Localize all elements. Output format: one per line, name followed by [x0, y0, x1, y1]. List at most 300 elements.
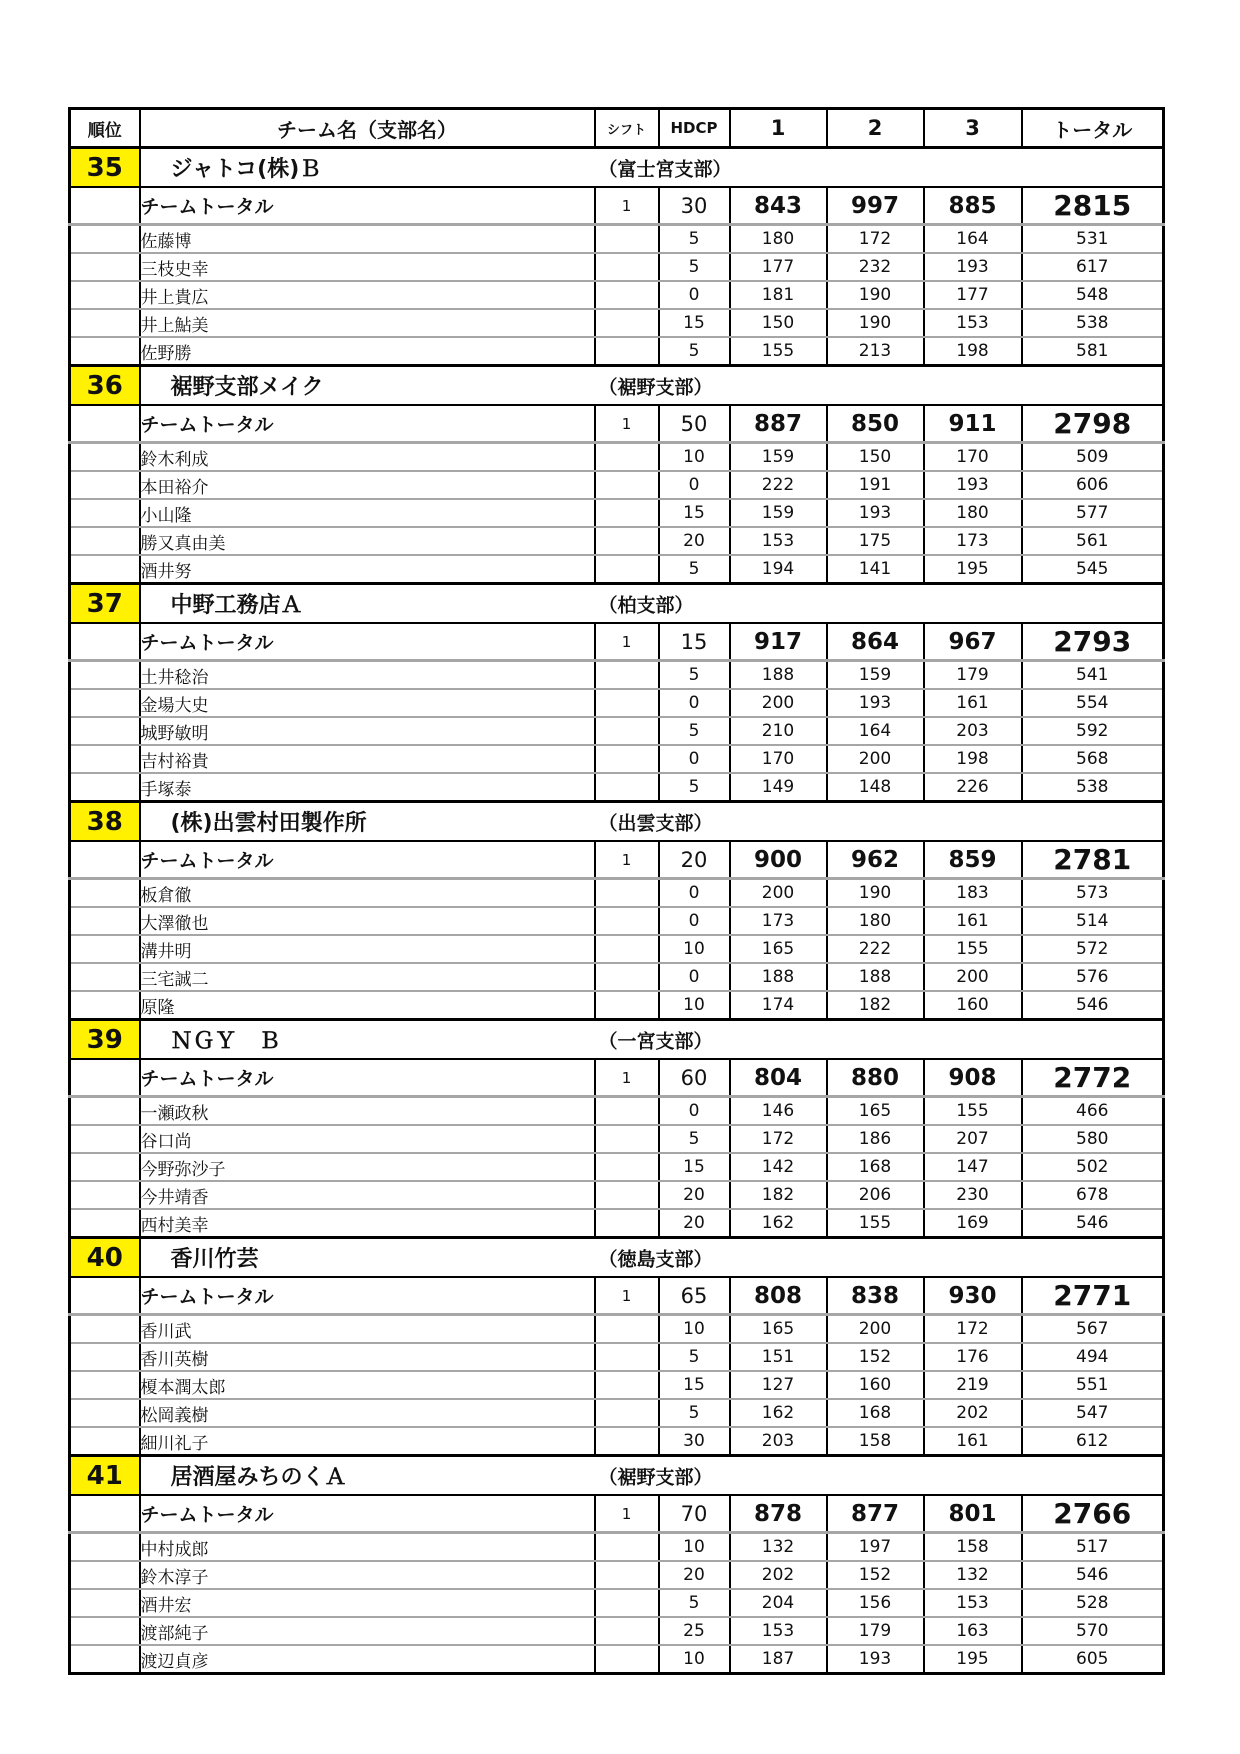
player-game3-score: 153: [924, 1589, 1022, 1617]
player-name: 小山隆: [140, 499, 595, 527]
player-game2-score: 222: [827, 935, 924, 963]
rank-spacer-cell: [70, 963, 140, 991]
player-row: [70, 879, 1164, 908]
rank-spacer-cell: [70, 225, 140, 254]
player-name: 香川武: [140, 1315, 595, 1344]
player-hdcp-value: 10: [659, 935, 730, 963]
player-row: [70, 661, 1164, 690]
player-game3-score: 153: [924, 309, 1022, 337]
player-total-score: 606: [1022, 471, 1164, 499]
team-hdcp-value: 60: [659, 1059, 730, 1097]
player-row: [70, 1589, 1164, 1617]
player-total-score: 572: [1022, 935, 1164, 963]
player-row: [70, 443, 1164, 472]
rank-spacer-cell: [70, 1533, 140, 1562]
player-game3-score: 193: [924, 253, 1022, 281]
rank-spacer-cell: [70, 1399, 140, 1427]
team-game3-score: 930: [924, 1277, 1022, 1315]
player-name: 鈴木淳子: [140, 1561, 595, 1589]
player-game2-score: 160: [827, 1371, 924, 1399]
player-shift-cell: [595, 499, 659, 527]
player-shift-cell: [595, 443, 659, 472]
player-row: [70, 1125, 1164, 1153]
player-shift-cell: [595, 1371, 659, 1399]
rank-spacer-cell: [70, 253, 140, 281]
player-game3-score: 161: [924, 907, 1022, 935]
player-hdcp-value: 20: [659, 1561, 730, 1589]
player-name: 酒井努: [140, 555, 595, 584]
player-hdcp-value: 5: [659, 1589, 730, 1617]
rank-spacer-cell: [70, 1059, 140, 1097]
player-total-score: 528: [1022, 1589, 1164, 1617]
player-hdcp-value: 5: [659, 1399, 730, 1427]
player-row: [70, 963, 1164, 991]
player-shift-cell: [595, 1533, 659, 1562]
rank-spacer-cell: [70, 907, 140, 935]
player-game2-score: 155: [827, 1209, 924, 1238]
player-name: 今野弥沙子: [140, 1153, 595, 1181]
team-total-row: [70, 841, 1164, 879]
player-name: 金場大史: [140, 689, 595, 717]
player-row: [70, 907, 1164, 935]
player-row: [70, 1315, 1164, 1344]
player-game1-score: 177: [730, 253, 827, 281]
player-name: 勝又真由美: [140, 527, 595, 555]
player-shift-cell: [595, 1209, 659, 1238]
player-shift-cell: [595, 689, 659, 717]
player-game2-score: 213: [827, 337, 924, 366]
player-shift-cell: [595, 337, 659, 366]
player-hdcp-value: 5: [659, 661, 730, 690]
player-shift-cell: [595, 1617, 659, 1645]
team-header-row: [70, 1020, 1164, 1060]
rank-spacer-cell: [70, 187, 140, 225]
player-total-score: 538: [1022, 773, 1164, 802]
player-row: [70, 1209, 1164, 1238]
player-shift-cell: [595, 935, 659, 963]
player-game3-score: 180: [924, 499, 1022, 527]
header-rank: 順位: [70, 109, 140, 148]
player-hdcp-value: 10: [659, 443, 730, 472]
rank-spacer-cell: [70, 935, 140, 963]
rank-spacer-cell: [70, 1561, 140, 1589]
player-hdcp-value: 5: [659, 253, 730, 281]
player-row: [70, 1399, 1164, 1427]
player-game3-score: 198: [924, 745, 1022, 773]
player-name: 渡辺貞彦: [140, 1645, 595, 1674]
rank-spacer-cell: [70, 689, 140, 717]
player-total-score: 546: [1022, 1561, 1164, 1589]
team-header-row: [70, 366, 1164, 406]
rank-spacer-cell: [70, 1209, 140, 1238]
player-game1-score: 155: [730, 337, 827, 366]
player-game2-score: 175: [827, 527, 924, 555]
player-hdcp-value: 5: [659, 773, 730, 802]
player-game3-score: 170: [924, 443, 1022, 472]
player-name: 佐野勝: [140, 337, 595, 366]
player-row: [70, 1427, 1164, 1456]
player-game3-score: 158: [924, 1533, 1022, 1562]
team-hdcp-value: 20: [659, 841, 730, 879]
player-name: 渡部純子: [140, 1617, 595, 1645]
header-hdcp: HDCP: [659, 109, 730, 148]
team-total-row: [70, 1277, 1164, 1315]
team-total-score: 2766: [1022, 1495, 1164, 1533]
team-shift-value: 1: [595, 187, 659, 225]
player-shift-cell: [595, 1561, 659, 1589]
player-name: 中村成郎: [140, 1533, 595, 1562]
rank-spacer-cell: [70, 1495, 140, 1533]
player-row: [70, 773, 1164, 802]
player-game3-score: 155: [924, 1097, 1022, 1126]
player-name: 吉村裕貴: [140, 745, 595, 773]
player-row: [70, 1343, 1164, 1371]
team-shift-value: 1: [595, 623, 659, 661]
player-game2-score: 148: [827, 773, 924, 802]
player-game3-score: 179: [924, 661, 1022, 690]
player-game1-score: 173: [730, 907, 827, 935]
player-game1-score: 210: [730, 717, 827, 745]
rank-spacer-cell: [70, 1315, 140, 1344]
team-total-row: [70, 1495, 1164, 1533]
rank-badge: 39: [70, 1020, 140, 1060]
team-shift-value: 1: [595, 1495, 659, 1533]
header-game3: 3: [924, 109, 1022, 148]
score-sheet: [68, 107, 1165, 1675]
player-game2-score: 180: [827, 907, 924, 935]
player-game1-score: 159: [730, 499, 827, 527]
player-hdcp-value: 10: [659, 1315, 730, 1344]
player-game2-score: 156: [827, 1589, 924, 1617]
team-hdcp-value: 50: [659, 405, 730, 443]
rank-spacer-cell: [70, 1153, 140, 1181]
player-game2-score: 188: [827, 963, 924, 991]
player-game1-score: 180: [730, 225, 827, 254]
player-row: [70, 1097, 1164, 1126]
player-shift-cell: [595, 661, 659, 690]
player-row: [70, 1645, 1164, 1674]
player-row: [70, 527, 1164, 555]
player-game1-score: 165: [730, 935, 827, 963]
player-game2-score: 164: [827, 717, 924, 745]
player-name: 溝井明: [140, 935, 595, 963]
player-total-score: 573: [1022, 879, 1164, 908]
player-total-score: 494: [1022, 1343, 1164, 1371]
player-game1-score: 153: [730, 1617, 827, 1645]
player-total-score: 612: [1022, 1427, 1164, 1456]
team-shift-value: 1: [595, 1059, 659, 1097]
player-game3-score: 169: [924, 1209, 1022, 1238]
rank-badge: 35: [70, 148, 140, 188]
team-line-cell: [140, 366, 1164, 406]
player-total-score: 570: [1022, 1617, 1164, 1645]
player-row: [70, 935, 1164, 963]
player-game2-score: 197: [827, 1533, 924, 1562]
player-name: 城野敏明: [140, 717, 595, 745]
player-game2-score: 141: [827, 555, 924, 584]
player-shift-cell: [595, 745, 659, 773]
player-game1-score: 200: [730, 689, 827, 717]
player-game3-score: 200: [924, 963, 1022, 991]
player-name: 鈴木利成: [140, 443, 595, 472]
team-game2-score: 877: [827, 1495, 924, 1533]
player-hdcp-value: 0: [659, 745, 730, 773]
player-game2-score: 158: [827, 1427, 924, 1456]
player-game3-score: 176: [924, 1343, 1022, 1371]
player-hdcp-value: 0: [659, 907, 730, 935]
player-name: 大澤徹也: [140, 907, 595, 935]
rank-badge: 40: [70, 1238, 140, 1278]
team-name: ＮＧＹ Ｂ: [170, 1029, 281, 1054]
player-row: [70, 337, 1164, 366]
player-total-score: 617: [1022, 253, 1164, 281]
player-game3-score: 195: [924, 1645, 1022, 1674]
player-total-score: 545: [1022, 555, 1164, 584]
player-game1-score: 132: [730, 1533, 827, 1562]
player-game1-score: 181: [730, 281, 827, 309]
player-total-score: 502: [1022, 1153, 1164, 1181]
team-total-score: 2781: [1022, 841, 1164, 879]
player-game3-score: 207: [924, 1125, 1022, 1153]
team-hdcp-value: 70: [659, 1495, 730, 1533]
player-game1-score: 202: [730, 1561, 827, 1589]
team-game2-score: 838: [827, 1277, 924, 1315]
player-shift-cell: [595, 1399, 659, 1427]
player-row: [70, 717, 1164, 745]
team-hdcp-value: 15: [659, 623, 730, 661]
rank-spacer-cell: [70, 309, 140, 337]
player-game2-score: 179: [827, 1617, 924, 1645]
team-game3-score: 885: [924, 187, 1022, 225]
player-shift-cell: [595, 717, 659, 745]
player-shift-cell: [595, 1645, 659, 1674]
rank-spacer-cell: [70, 471, 140, 499]
player-game1-score: 159: [730, 443, 827, 472]
player-shift-cell: [595, 1125, 659, 1153]
player-game2-score: 168: [827, 1153, 924, 1181]
team-name: 香川竹芸: [170, 1247, 259, 1272]
rank-spacer-cell: [70, 1277, 140, 1315]
team-game3-score: 801: [924, 1495, 1022, 1533]
player-game2-score: 190: [827, 879, 924, 908]
player-hdcp-value: 10: [659, 1533, 730, 1562]
player-shift-cell: [595, 555, 659, 584]
rank-spacer-cell: [70, 499, 140, 527]
player-game2-score: 152: [827, 1343, 924, 1371]
player-total-score: 568: [1022, 745, 1164, 773]
player-hdcp-value: 20: [659, 1209, 730, 1238]
player-game1-score: 146: [730, 1097, 827, 1126]
player-row: [70, 689, 1164, 717]
player-name: 手塚泰: [140, 773, 595, 802]
player-shift-cell: [595, 253, 659, 281]
player-shift-cell: [595, 1343, 659, 1371]
team-hdcp-value: 65: [659, 1277, 730, 1315]
player-total-score: 678: [1022, 1181, 1164, 1209]
player-row: [70, 555, 1164, 584]
team-total-score: 2772: [1022, 1059, 1164, 1097]
team-name: 居酒屋みちのくＡ: [170, 1465, 347, 1490]
player-hdcp-value: 10: [659, 1645, 730, 1674]
team-line-cell: [140, 1020, 1164, 1060]
player-total-score: 548: [1022, 281, 1164, 309]
rank-spacer-cell: [70, 623, 140, 661]
rank-badge: 38: [70, 802, 140, 842]
player-game1-score: 204: [730, 1589, 827, 1617]
player-game1-score: 172: [730, 1125, 827, 1153]
player-total-score: 554: [1022, 689, 1164, 717]
player-total-score: 592: [1022, 717, 1164, 745]
player-name: 土井稔治: [140, 661, 595, 690]
player-total-score: 576: [1022, 963, 1164, 991]
player-shift-cell: [595, 907, 659, 935]
team-total-label: チームトータル: [140, 187, 595, 225]
header-team: チーム名（支部名）: [140, 109, 595, 148]
player-name: 今井靖香: [140, 1181, 595, 1209]
player-game1-score: 149: [730, 773, 827, 802]
player-game3-score: 173: [924, 527, 1022, 555]
player-row: [70, 1617, 1164, 1645]
player-shift-cell: [595, 281, 659, 309]
player-game3-score: 203: [924, 717, 1022, 745]
player-name: 三宅誠二: [140, 963, 595, 991]
player-total-score: 466: [1022, 1097, 1164, 1126]
player-hdcp-value: 30: [659, 1427, 730, 1456]
team-game2-score: 864: [827, 623, 924, 661]
rank-spacer-cell: [70, 337, 140, 366]
team-total-label: チームトータル: [140, 1277, 595, 1315]
player-hdcp-value: 15: [659, 1371, 730, 1399]
player-row: [70, 253, 1164, 281]
player-game3-score: 230: [924, 1181, 1022, 1209]
header-game1: 1: [730, 109, 827, 148]
player-name: 香川英樹: [140, 1343, 595, 1371]
player-name: 一瀬政秋: [140, 1097, 595, 1126]
team-game2-score: 962: [827, 841, 924, 879]
team-total-score: 2793: [1022, 623, 1164, 661]
player-hdcp-value: 5: [659, 225, 730, 254]
player-row: [70, 309, 1164, 337]
player-hdcp-value: 0: [659, 281, 730, 309]
player-shift-cell: [595, 309, 659, 337]
header-total: トータル: [1022, 109, 1164, 148]
player-game2-score: 150: [827, 443, 924, 472]
rank-spacer-cell: [70, 555, 140, 584]
player-game2-score: 190: [827, 281, 924, 309]
team-total-label: チームトータル: [140, 623, 595, 661]
player-game2-score: 182: [827, 991, 924, 1020]
player-total-score: 567: [1022, 1315, 1164, 1344]
player-game1-score: 194: [730, 555, 827, 584]
player-hdcp-value: 20: [659, 1181, 730, 1209]
team-total-row: [70, 623, 1164, 661]
player-game2-score: 232: [827, 253, 924, 281]
team-name: 中野工務店Ａ: [170, 593, 303, 618]
team-total-label: チームトータル: [140, 841, 595, 879]
rank-badge: 41: [70, 1456, 140, 1496]
team-total-label: チームトータル: [140, 405, 595, 443]
player-shift-cell: [595, 879, 659, 908]
player-row: [70, 499, 1164, 527]
player-game2-score: 206: [827, 1181, 924, 1209]
player-shift-cell: [595, 1181, 659, 1209]
player-game2-score: 193: [827, 1645, 924, 1674]
rank-spacer-cell: [70, 405, 140, 443]
header-row: [70, 109, 1164, 148]
player-game2-score: 172: [827, 225, 924, 254]
player-name: 板倉徹: [140, 879, 595, 908]
player-row: [70, 1181, 1164, 1209]
team-game1-score: 917: [730, 623, 827, 661]
rank-spacer-cell: [70, 1097, 140, 1126]
team-game1-score: 900: [730, 841, 827, 879]
rank-spacer-cell: [70, 879, 140, 908]
team-game3-score: 859: [924, 841, 1022, 879]
player-row: [70, 281, 1164, 309]
rank-spacer-cell: [70, 1125, 140, 1153]
player-game3-score: 155: [924, 935, 1022, 963]
team-header-row: [70, 584, 1164, 624]
team-total-label: チームトータル: [140, 1059, 595, 1097]
branch-name: （出雲支部）: [598, 812, 713, 834]
player-name: 榎本潤太郎: [140, 1371, 595, 1399]
player-total-score: 514: [1022, 907, 1164, 935]
player-name: 原隆: [140, 991, 595, 1020]
player-hdcp-value: 5: [659, 1343, 730, 1371]
player-game1-score: 151: [730, 1343, 827, 1371]
team-header-row: [70, 148, 1164, 188]
player-game2-score: 193: [827, 499, 924, 527]
player-game3-score: 147: [924, 1153, 1022, 1181]
player-hdcp-value: 20: [659, 527, 730, 555]
player-game2-score: 200: [827, 745, 924, 773]
team-total-row: [70, 187, 1164, 225]
player-shift-cell: [595, 1153, 659, 1181]
player-hdcp-value: 0: [659, 689, 730, 717]
branch-name: （裾野支部）: [598, 376, 713, 398]
player-game2-score: 200: [827, 1315, 924, 1344]
player-game1-score: 187: [730, 1645, 827, 1674]
player-game2-score: 168: [827, 1399, 924, 1427]
team-game2-score: 880: [827, 1059, 924, 1097]
ranking-table: [68, 107, 1165, 1675]
player-total-score: 541: [1022, 661, 1164, 690]
player-name: 井上鮎美: [140, 309, 595, 337]
player-game2-score: 193: [827, 689, 924, 717]
player-hdcp-value: 15: [659, 309, 730, 337]
branch-name: （徳島支部）: [598, 1248, 713, 1270]
player-game3-score: 202: [924, 1399, 1022, 1427]
team-game1-score: 887: [730, 405, 827, 443]
player-row: [70, 225, 1164, 254]
player-game1-score: 188: [730, 661, 827, 690]
player-game2-score: 186: [827, 1125, 924, 1153]
player-row: [70, 991, 1164, 1020]
team-game3-score: 967: [924, 623, 1022, 661]
team-game2-score: 850: [827, 405, 924, 443]
rank-spacer-cell: [70, 991, 140, 1020]
branch-name: （富士宮支部）: [598, 158, 732, 180]
team-game3-score: 908: [924, 1059, 1022, 1097]
rank-spacer-cell: [70, 773, 140, 802]
team-total-label: チームトータル: [140, 1495, 595, 1533]
player-hdcp-value: 0: [659, 1097, 730, 1126]
player-shift-cell: [595, 991, 659, 1020]
team-line-cell: [140, 1456, 1164, 1496]
rank-spacer-cell: [70, 1427, 140, 1456]
player-name: 三枝史幸: [140, 253, 595, 281]
player-total-score: 547: [1022, 1399, 1164, 1427]
